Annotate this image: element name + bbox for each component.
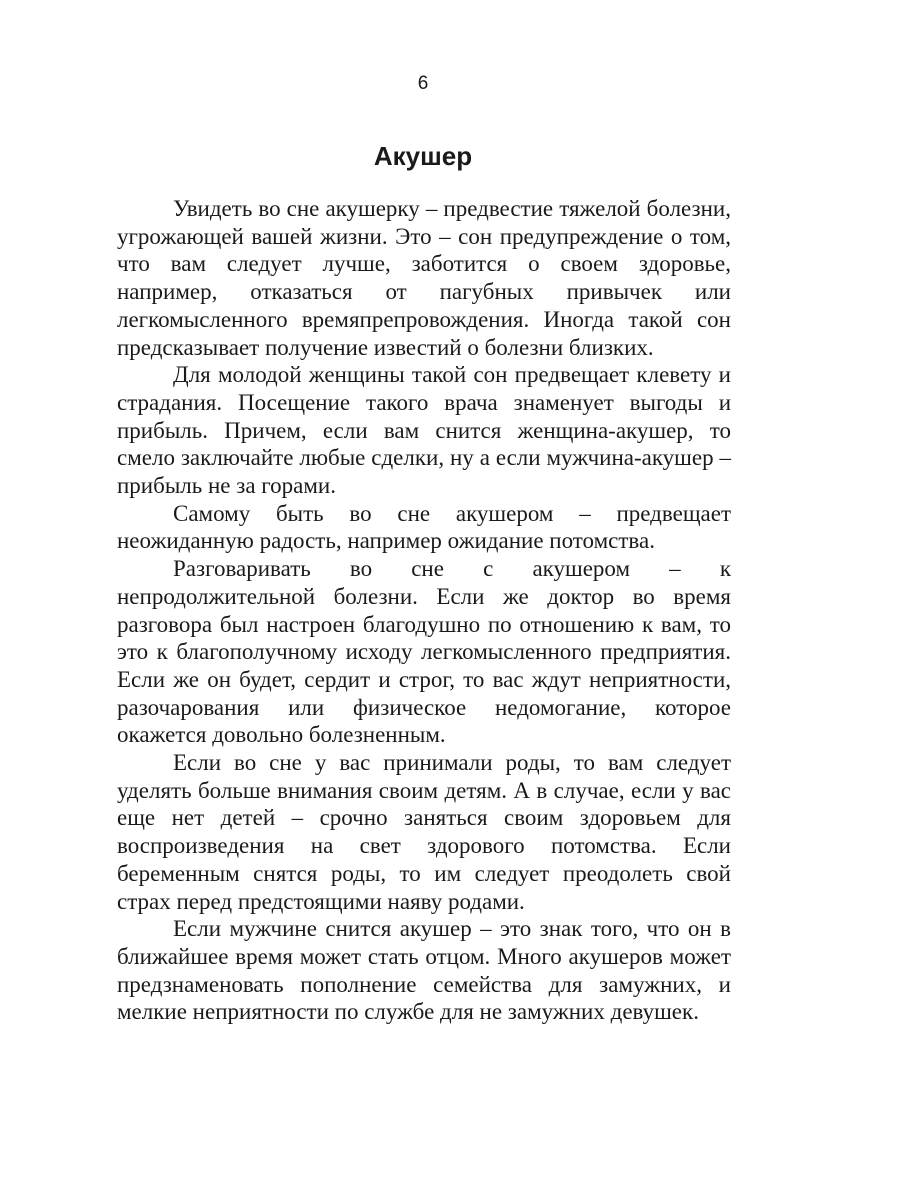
paragraph: Если во сне у вас принимали роды, то вам следует уделять больше внимания своим детям. А в случае, если у вас еще нет детей – срочно заняться своим здоровьем для воспроизведения на свет здорового потомства. Если беременным снятся роды, то им следует преодолеть свой страх перед предстоящими наяву родами. [117, 750, 731, 914]
page-number: 6 [417, 73, 429, 94]
paragraph: Разговаривать во сне с акушером – к непродолжительной болезни. Если же доктор во время разговора был настроен благодушно по отношению к вам, то это к благополучному исходу легкомысленного предприятия. Если же он будет, сердит и строг, то вас ждут неприятности, разочарования или физическое недомогание, которое окажется довольно болезненным. [117, 556, 731, 748]
paragraph: Увидеть во сне акушерку – предвестие тяжелой болезни, угрожающей вашей жизни. Это – сон предупреждение о том, что вам следует лучше, заботится о своем здоровье, например, отказаться от пагубных привычек или легкомысленного времяпрепровождения. Иногда такой сон предсказывает получение известий о болезни близких. [117, 196, 731, 360]
paragraph: Если мужчине снится акушер – это знак того, что он в ближайшее время может стать отцом. Много акушеров может предзнаменовать пополнение семейства для замужних, и мелкие неприятности по службе для не замужних девушек. [117, 916, 731, 1025]
paragraph: Самому быть во сне акушером – предвещает неожиданную радость, например ожидание потомства. [117, 500, 731, 554]
page-title: Акушер [373, 141, 473, 171]
paragraph: Для молодой женщины такой сон предвещает клевету и страдания. Посещение такого врача знаменует выгоды и прибыль. Причем, если вам снится женщина-акушер, то смело заключайте любые сделки, ну а если мужчина-акушер – прибыль не за горами. [117, 362, 731, 499]
body-text [117, 195, 731, 1026]
